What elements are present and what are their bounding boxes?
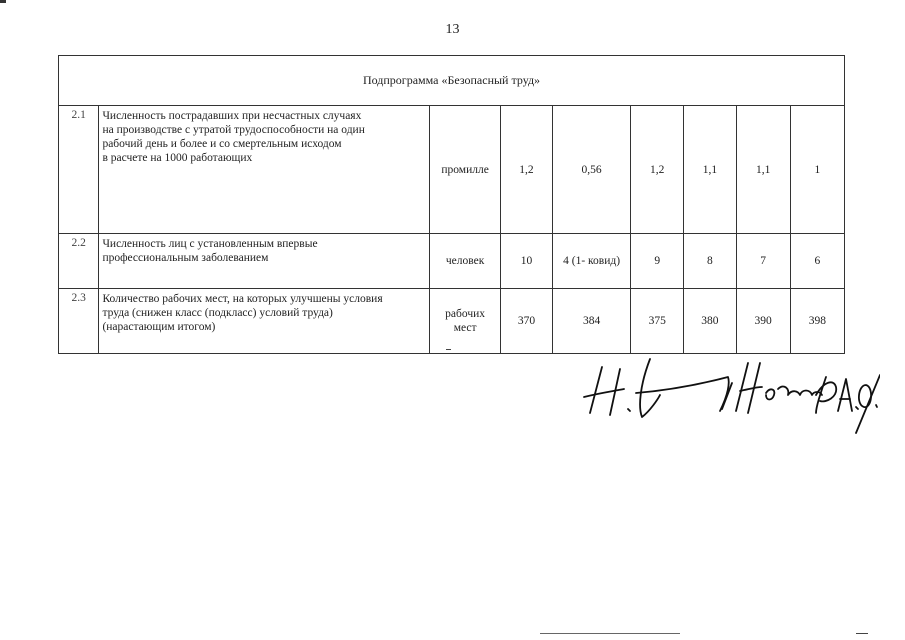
value-cell: 1,2 <box>500 106 552 234</box>
indicators-table <box>58 55 845 354</box>
unit-cell <box>430 106 501 234</box>
value-cell: 390 <box>736 289 790 354</box>
row-number: 2.3 <box>59 289 99 354</box>
row-number: 2.1 <box>59 106 99 234</box>
value-cell: 4 (1- ковид) <box>553 234 631 289</box>
value-cell: 384 <box>553 289 631 354</box>
description-line: в расчете на 1000 работающих <box>102 152 253 164</box>
description-line: Численность пострадавших при несчастных случаях <box>102 110 362 122</box>
description-line: Численность лиц с установленным впервые <box>102 238 318 250</box>
description-line: труда (снижен класс (подкласс) условий труда) <box>102 307 333 319</box>
description-line: профессиональным заболеванием <box>102 252 269 264</box>
table-title-row <box>59 56 845 106</box>
unit-line: человек <box>445 255 485 267</box>
value-cell: 1,2 <box>631 106 684 234</box>
indicator-description <box>99 234 430 289</box>
value-cell: 398 <box>790 289 844 354</box>
footer-line <box>540 633 680 634</box>
footer-line <box>856 633 868 634</box>
page-number: 13 <box>445 22 460 37</box>
unit-line: рабочих <box>445 308 486 320</box>
value-cell: 380 <box>684 289 736 354</box>
unit-cell <box>430 234 501 289</box>
description-line: (нарастающим итогом) <box>102 321 216 333</box>
value-cell: 10 <box>500 234 552 289</box>
indicator-description <box>99 289 430 354</box>
description-line: на производстве с утратой трудоспособности на один <box>102 124 365 136</box>
row-number: 2.2 <box>59 234 99 289</box>
value-cell: 0,56 <box>553 106 631 234</box>
description-line: Количество рабочих мест, на которых улучшены условия <box>102 293 383 305</box>
unit-cell <box>430 289 501 354</box>
subprogram-title: Подпрограмма «Безопасный труд» <box>59 56 845 106</box>
table-row <box>59 106 845 234</box>
value-cell: 1,1 <box>736 106 790 234</box>
value-cell: 6 <box>790 234 844 289</box>
value-cell: 370 <box>500 289 552 354</box>
value-cell: 9 <box>631 234 684 289</box>
value-cell: 8 <box>684 234 736 289</box>
scan-corner-mark <box>0 0 6 3</box>
unit-line: промилле <box>441 163 489 176</box>
value-cell: 1,1 <box>684 106 736 234</box>
table-row <box>59 289 845 354</box>
value-cell: 1 <box>790 106 844 234</box>
divider-dash <box>446 349 451 350</box>
value-cell: 375 <box>631 289 684 354</box>
unit-line: мест <box>453 322 477 334</box>
value-cell: 7 <box>736 234 790 289</box>
table-row <box>59 234 845 289</box>
handwritten-signature <box>580 355 880 435</box>
description-line: рабочий день и более и со смертельным исходом <box>102 138 342 150</box>
indicator-description <box>99 106 430 234</box>
